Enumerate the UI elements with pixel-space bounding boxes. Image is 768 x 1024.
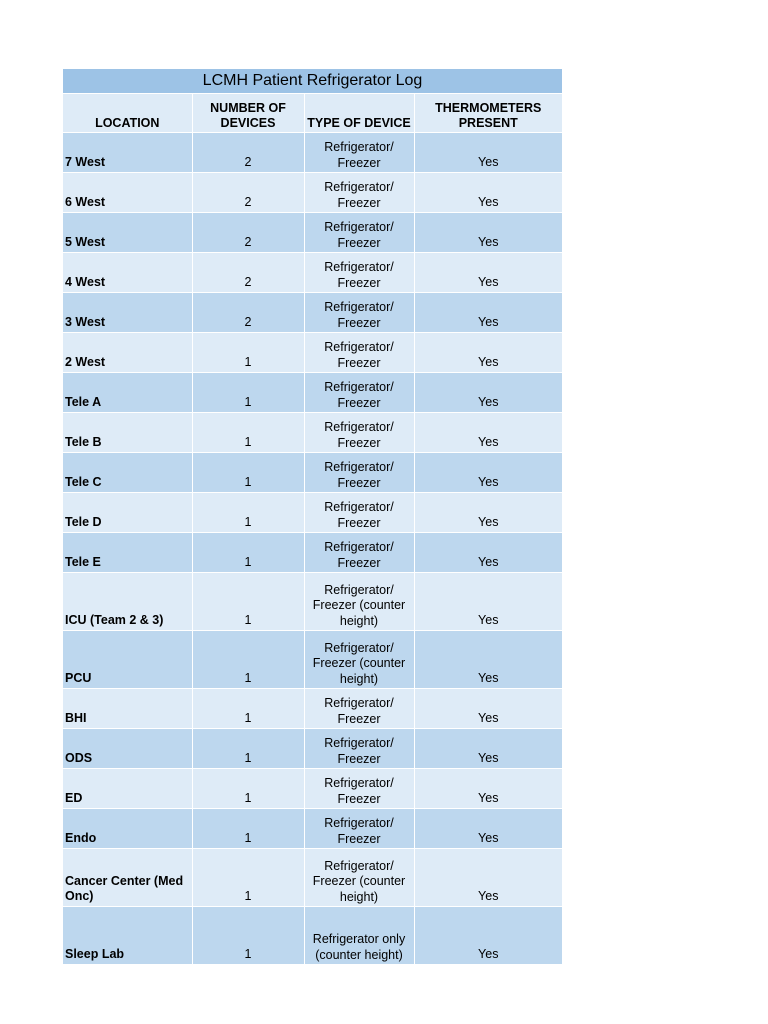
device-count-cell: 1 (192, 333, 304, 373)
table-row (63, 631, 562, 689)
thermometers-cell: Yes (414, 573, 562, 631)
device-type-cell: Refrigerator/ Freezer (304, 373, 414, 413)
thermometers-cell: Yes (414, 293, 562, 333)
device-type-cell: Refrigerator/ Freezer (304, 173, 414, 213)
location-cell: BHI (63, 689, 192, 729)
device-count-cell: 1 (192, 573, 304, 631)
location-cell: 4 West (63, 253, 192, 293)
table-row (63, 373, 562, 413)
device-type-cell: Refrigerator/ Freezer (304, 809, 414, 849)
location-cell: Endo (63, 809, 192, 849)
device-count-cell: 2 (192, 173, 304, 213)
thermometers-cell: Yes (414, 907, 562, 965)
device-count-cell: 2 (192, 293, 304, 333)
sheet-title: LCMH Patient Refrigerator Log (63, 69, 562, 94)
device-type-cell: Refrigerator/ Freezer (304, 253, 414, 293)
table-row (63, 133, 562, 173)
table-row (63, 689, 562, 729)
device-type-cell: Refrigerator/ Freezer (counter height) (304, 849, 414, 907)
location-cell: Tele B (63, 413, 192, 453)
thermometers-cell: Yes (414, 133, 562, 173)
location-cell: Tele E (63, 533, 192, 573)
device-type-cell: Refrigerator/ Freezer (304, 453, 414, 493)
thermometers-cell: Yes (414, 413, 562, 453)
column-header-location: LOCATION (63, 94, 192, 133)
table-row (63, 253, 562, 293)
device-type-cell: Refrigerator/ Freezer (304, 213, 414, 253)
location-cell: 7 West (63, 133, 192, 173)
thermometers-cell: Yes (414, 849, 562, 907)
thermometers-cell: Yes (414, 453, 562, 493)
device-count-cell: 1 (192, 907, 304, 965)
device-count-cell: 1 (192, 373, 304, 413)
thermometers-cell: Yes (414, 333, 562, 373)
device-type-cell: Refrigerator/ Freezer (304, 333, 414, 373)
location-cell: 5 West (63, 213, 192, 253)
device-type-cell: Refrigerator/ Freezer (304, 133, 414, 173)
thermometers-cell: Yes (414, 809, 562, 849)
device-type-cell: Refrigerator only (counter height) (304, 907, 414, 965)
location-cell: ICU (Team 2 & 3) (63, 573, 192, 631)
device-count-cell: 1 (192, 849, 304, 907)
device-count-cell: 2 (192, 133, 304, 173)
thermometers-cell: Yes (414, 173, 562, 213)
device-type-cell: Refrigerator/ Freezer (counter height) (304, 573, 414, 631)
location-cell: Tele C (63, 453, 192, 493)
table-row (63, 333, 562, 373)
table-row (63, 729, 562, 769)
table-row (63, 493, 562, 533)
device-count-cell: 2 (192, 213, 304, 253)
table-row (63, 809, 562, 849)
table-row (63, 849, 562, 907)
device-count-cell: 1 (192, 729, 304, 769)
thermometers-cell: Yes (414, 769, 562, 809)
table-row (63, 573, 562, 631)
device-count-cell: 1 (192, 631, 304, 689)
location-cell: ODS (63, 729, 192, 769)
location-cell: PCU (63, 631, 192, 689)
device-type-cell: Refrigerator/ Freezer (304, 769, 414, 809)
table-row (63, 173, 562, 213)
location-cell: 3 West (63, 293, 192, 333)
location-cell: Tele D (63, 493, 192, 533)
thermometers-cell: Yes (414, 373, 562, 413)
device-type-cell: Refrigerator/ Freezer (304, 413, 414, 453)
table-row (63, 453, 562, 493)
thermometers-cell: Yes (414, 253, 562, 293)
table-row (63, 907, 562, 965)
device-type-cell: Refrigerator/ Freezer (304, 493, 414, 533)
device-type-cell: Refrigerator/ Freezer (304, 293, 414, 333)
table-row (63, 293, 562, 333)
device-type-cell: Refrigerator/ Freezer (304, 533, 414, 573)
device-type-cell: Refrigerator/ Freezer (counter height) (304, 631, 414, 689)
table-row (63, 213, 562, 253)
thermometers-cell: Yes (414, 493, 562, 533)
column-header-thermometers-present: THERMOMETERS PRESENT (414, 94, 562, 133)
device-type-cell: Refrigerator/ Freezer (304, 729, 414, 769)
thermometers-cell: Yes (414, 533, 562, 573)
device-count-cell: 1 (192, 809, 304, 849)
device-count-cell: 1 (192, 453, 304, 493)
table-row (63, 413, 562, 453)
device-count-cell: 1 (192, 533, 304, 573)
location-cell: 6 West (63, 173, 192, 213)
device-count-cell: 1 (192, 689, 304, 729)
refrigerator-log-sheet (63, 69, 562, 965)
header-row (63, 94, 562, 133)
location-cell: 2 West (63, 333, 192, 373)
location-cell: ED (63, 769, 192, 809)
column-header-number-of-devices: NUMBER OF DEVICES (192, 94, 304, 133)
device-count-cell: 1 (192, 413, 304, 453)
refrigerator-log-table (63, 94, 562, 965)
device-count-cell: 1 (192, 769, 304, 809)
device-type-cell: Refrigerator/ Freezer (304, 689, 414, 729)
thermometers-cell: Yes (414, 729, 562, 769)
table-body (63, 133, 562, 965)
table-row (63, 769, 562, 809)
location-cell: Sleep Lab (63, 907, 192, 965)
device-count-cell: 1 (192, 493, 304, 533)
table-row (63, 533, 562, 573)
location-cell: Tele A (63, 373, 192, 413)
thermometers-cell: Yes (414, 631, 562, 689)
thermometers-cell: Yes (414, 213, 562, 253)
column-header-type-of-device: TYPE OF DEVICE (304, 94, 414, 133)
location-cell: Cancer Center (Med Onc) (63, 849, 192, 907)
device-count-cell: 2 (192, 253, 304, 293)
thermometers-cell: Yes (414, 689, 562, 729)
